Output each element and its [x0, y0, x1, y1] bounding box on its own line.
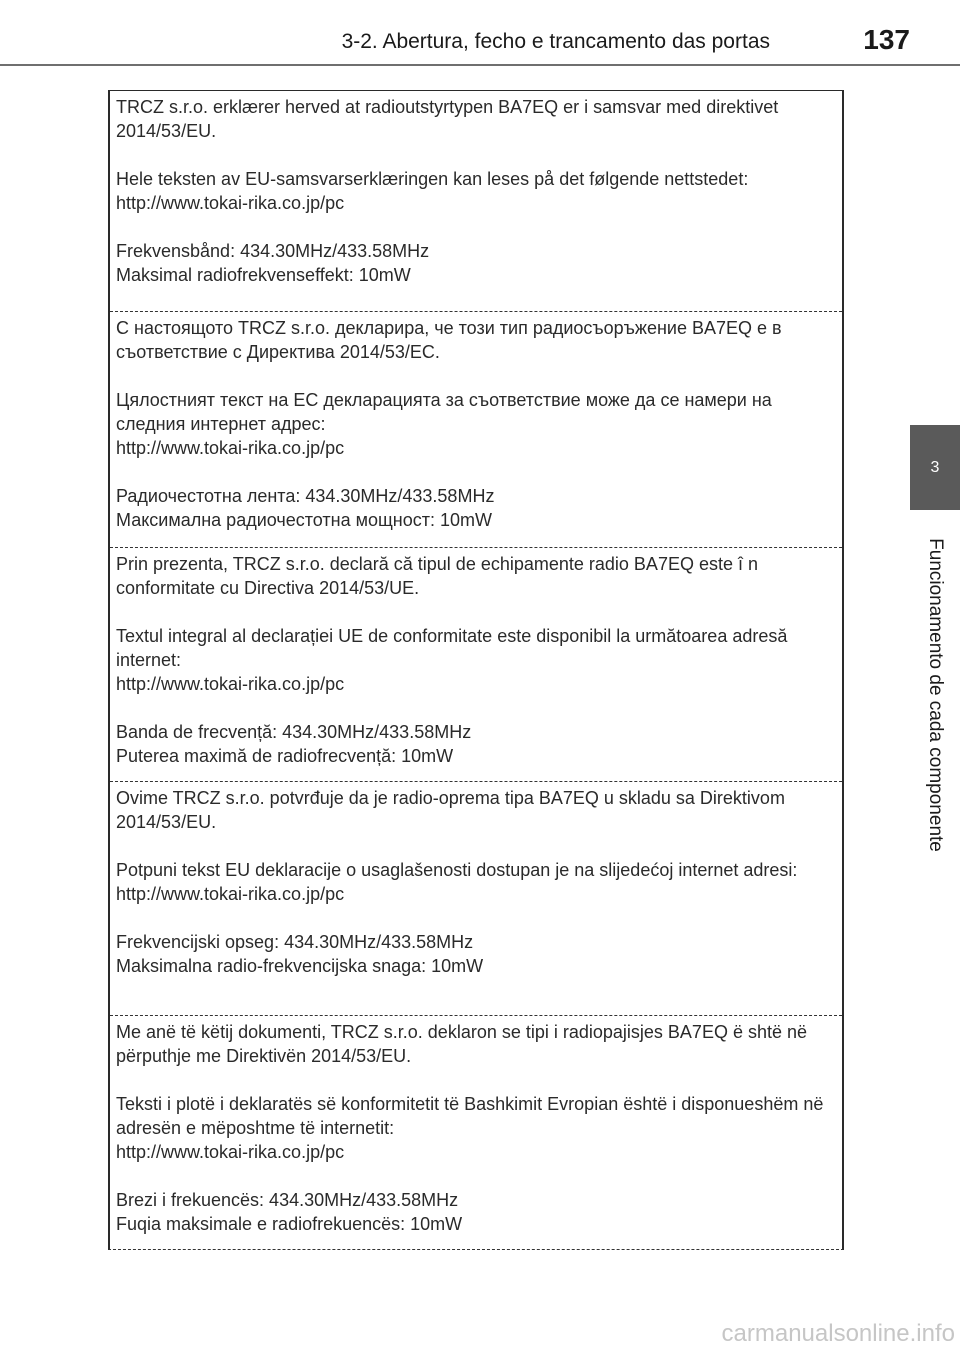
declaration-full-text-info: Potpuni tekst EU deklaracije o usaglašenosti dostupan je na slijedećoj internet adresi: http://www.tokai-rika.co.jp/pc: [116, 860, 798, 904]
declaration-radio-specs: Brezi i frekuencës: 434.30MHz/433.58MHz Fuqia maksimale e radiofrekuencës: 10mW: [116, 1190, 463, 1234]
declaration-norwegian: [110, 91, 842, 311]
page-number: 137: [863, 24, 910, 55]
site-watermark: carmanualsonline.info: [721, 1320, 955, 1347]
declaration-statement: Prin prezenta, TRCZ s.r.o. declară că tipul de echipamente radio BA7EQ este î n conformitate cu Directiva 2014/53/UE.: [116, 554, 758, 598]
chapter-tab: [910, 425, 960, 510]
declaration-statement: TRCZ s.r.o. erklærer herved at radioutstyrtypen BA7EQ er i samsvar med direktivet 2014/53/EU.: [116, 97, 779, 141]
declaration-full-text-info: Hele teksten av EU-samsvarserklæringen kan leses på det følgende nettstedet: http://www.tokai-rika.co.jp/pc: [116, 169, 749, 213]
declaration-statement: Me anë të këtij dokumenti, TRCZ s.r.o. deklaron se tipi i radiopajisjes BA7EQ ë shtë në përputhje me Direktivën 2014/53/EU.: [116, 1022, 808, 1066]
header-rule: [0, 64, 960, 66]
declaration-full-text-info: Цялостният текст на ЕС декларацията за съответствие може да се намери на следния интернет адрес: http://www.tokai-rika.co.jp/pc: [116, 390, 772, 458]
declaration-albanian: [110, 1015, 842, 1251]
declaration-statement: С настоящото TRCZ s.r.o. декларира, че този тип радиосъоръжение BA7EQ е в съответствие с Директива 2014/53/ЕС.: [116, 318, 782, 362]
declaration-radio-specs: Frekvensbånd: 434.30MHz/433.58MHz Maksimal radiofrekvenseffekt: 10mW: [116, 241, 430, 285]
declaration-radio-specs: Радиочестотна лента: 434.30MHz/433.58MHz Максимална радиочестотна мощност: 10mW: [116, 486, 495, 530]
declarations-box: [108, 90, 844, 1250]
chapter-number: 3: [930, 458, 940, 476]
running-header-title: 3-2. Abertura, fecho e trancamento das portas: [341, 30, 770, 53]
declaration-bulgarian: [110, 311, 842, 547]
chapter-side-label: Funcionamento de cada componente: [925, 538, 946, 852]
declaration-romanian: [110, 547, 842, 781]
declaration-serbian-croatian: [110, 781, 842, 1015]
declaration-radio-specs: Frekvencijski opseg: 434.30MHz/433.58MHz Maksimalna radio-frekvencijska snaga: 10mW: [116, 932, 484, 976]
declaration-full-text-info: Textul integral al declarației UE de conformitate este disponibil la următoarea adresă internet: http://www.tokai-rika.co.jp/pc: [116, 626, 788, 694]
declaration-statement: Ovime TRCZ s.r.o. potvrđuje da je radio-oprema tipa BA7EQ u skladu sa Direktivom 2014/53/EU.: [116, 788, 785, 832]
declaration-full-text-info: Teksti i plotë i deklaratës së konformitetit të Bashkimit Evropian është i disponueshëm në adresën e mëposhtme të internetit: http://www.tokai-rika.co.jp/pc: [116, 1094, 824, 1162]
declaration-radio-specs: Banda de frecvență: 434.30MHz/433.58MHz Puterea maximă de radiofrecvență: 10mW: [116, 722, 472, 766]
